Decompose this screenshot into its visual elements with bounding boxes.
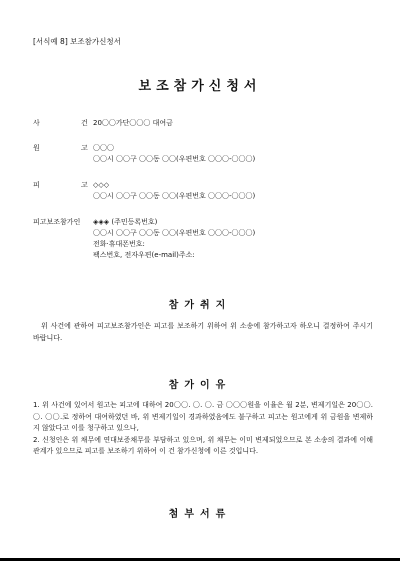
intervenor-address: 〇〇시 〇〇구 〇〇동 〇〇(우편번호 〇〇〇-〇〇〇) [93, 229, 256, 237]
purpose-title: 참가취지 [168, 300, 232, 311]
reason-text [33, 400, 373, 458]
plaintiff-label: 원 [33, 144, 40, 152]
intervenor-fax-email: 팩스번호, 전자우편(e-mail)주소: [93, 251, 195, 259]
attachments-title: 첨부서류 [168, 509, 232, 520]
defendant-name: ◇◇◇ [93, 181, 110, 189]
document-title: 보조참가신청서 [138, 79, 262, 94]
case-label-2: 건 [81, 119, 88, 127]
bottom-rule [0, 558, 400, 561]
reason-title: 참가이유 [168, 380, 232, 391]
defendant-value [93, 180, 255, 202]
intervenor-name: ◈◈◈ (주민등록번호) [93, 218, 158, 226]
case-value: 20〇〇가단〇〇〇 대여금 [93, 119, 173, 127]
reason-paragraph-2: 2. 신청인은 위 채무에 연대보증채무를 부담하고 있으며, 위 채무는 이미 변제되었으므로 본 소송의 결과에 이해관계가 있으므로 피고를 보조하기 위하여 이 건 참가신청에 이른 것입니다. [33, 435, 373, 455]
form-label: [서식예 8] 보조참가신청서 [33, 37, 121, 46]
intervenor-phone: 전화·휴대폰번호: [93, 240, 145, 248]
purpose-text [33, 321, 373, 344]
plaintiff-label-2: 고 [81, 144, 88, 152]
defendant-label-2: 고 [81, 181, 88, 189]
intervenor-value [93, 217, 255, 261]
intervenor-label: 피고보조참가인 [33, 218, 81, 226]
purpose-paragraph: 위 사건에 관하여 피고보조참가인은 피고를 보조하기 위하여 위 소송에 참가하고자 하오니 결정하여 주시기 바랍니다. [33, 322, 373, 342]
plaintiff-address: 〇〇시 〇〇구 〇〇동 〇〇(우편번호 〇〇〇-〇〇〇) [93, 155, 256, 163]
defendant-address: 〇〇시 〇〇구 〇〇동 〇〇(우편번호 〇〇〇-〇〇〇) [93, 192, 256, 200]
defendant-label: 피 [33, 181, 40, 189]
case-label: 사 [33, 119, 40, 127]
reason-paragraph-1: 1. 위 사건에 있어서 원고는 피고에 대하여 20〇〇. 〇. 〇. 금 〇〇〇원을 이율은 월 2분, 변제기일은 20〇〇. 〇. 〇〇.로 정하여 대여하였던 바, 위 변제기일이 경과하였음에도 불구하고 피고는 원고에게 위 금원을 변제하지 않았다고 이를 청구하고 있으나, [33, 401, 373, 432]
plaintiff-name: 〇〇〇 [93, 144, 114, 152]
plaintiff-value [93, 143, 255, 165]
